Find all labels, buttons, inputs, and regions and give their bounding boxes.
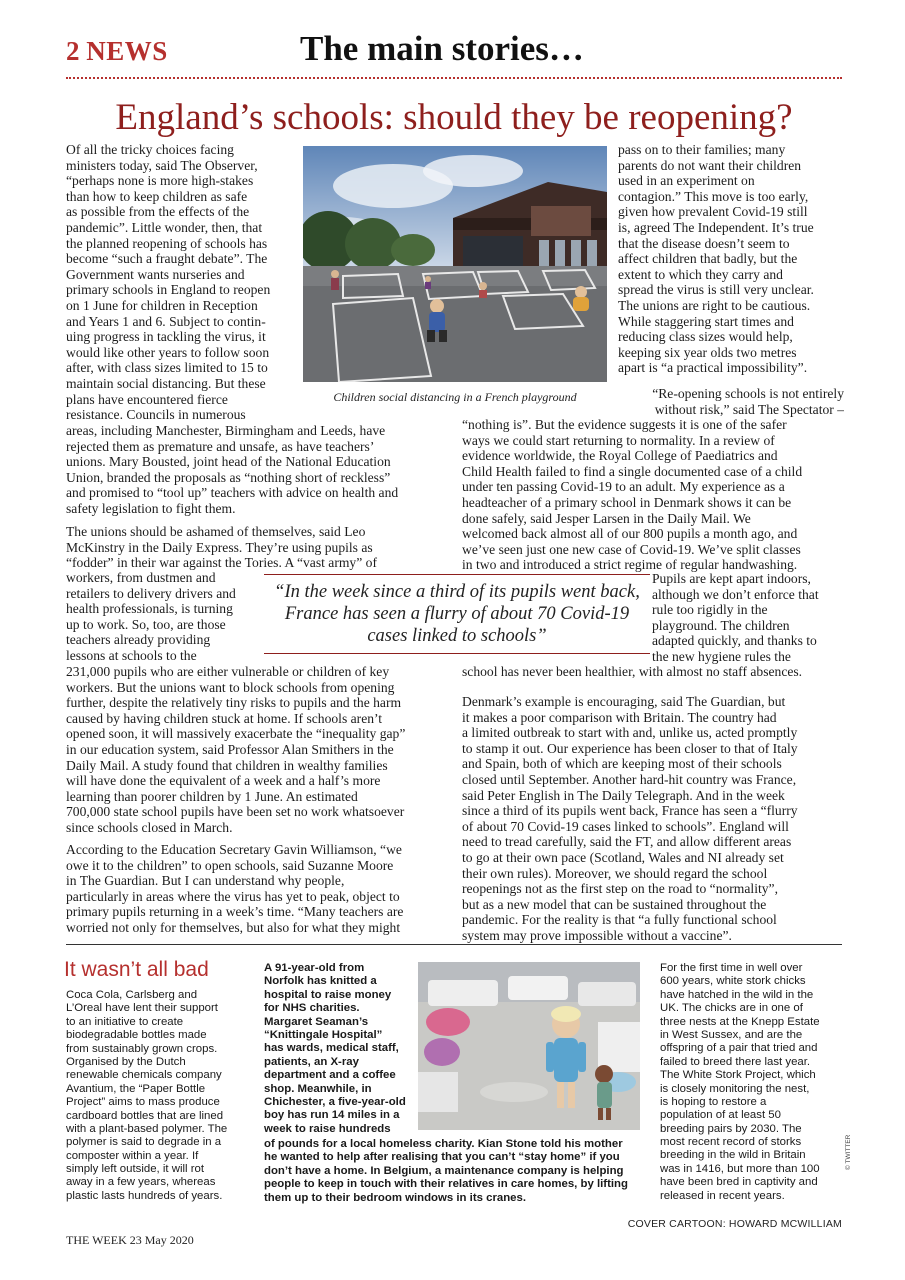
article-line: retailers to delivery drivers and <box>66 585 236 601</box>
section-label <box>66 36 168 67</box>
good-news-line: most recent record of storks <box>660 1136 802 1149</box>
article-line: the planned reopening of schools has <box>66 235 268 251</box>
article-line: given how prevalent Covid-19 still <box>618 204 808 220</box>
article-line: and Years 1 and 6. Subject to contin- <box>66 313 266 329</box>
article-line: although we don’t enforce that <box>652 586 819 602</box>
good-news-line: L’Oreal have lent their support <box>66 1002 218 1015</box>
article-line: extent to which they carry and <box>618 266 783 282</box>
article-col1-top <box>66 142 300 423</box>
cover-credit: COVER CARTOON: HOWARD MCWILLIAM <box>627 1218 842 1230</box>
article-col1-narrow <box>66 570 266 664</box>
good-news-line: away in a few years, whereas <box>66 1176 216 1189</box>
article-line: worried not only for themselves, but also for what they might <box>66 919 401 935</box>
article-headline: England’s schools: should they be reopening? <box>115 97 793 138</box>
article-line: uing progress in tackling the virus, it <box>66 329 266 345</box>
article-line: than how to keep children as safe <box>66 188 248 204</box>
article-line: “fodder” in their war against the Tories. A “vast army” of <box>66 555 377 571</box>
good-news-line: For the first time in well over <box>660 962 803 974</box>
article-line: used in an experiment on <box>618 173 755 189</box>
header-divider <box>66 77 842 79</box>
good-news-line: A 91-year-old from <box>264 962 365 974</box>
article-col2-narrow <box>652 571 844 665</box>
article-line: 700,000 state school pupils have been set no work whatsoever <box>66 804 405 820</box>
article-line: evidence worldwide, the Royal College of Paediatrics and <box>462 448 778 464</box>
article-line: primary schools in England to reopen <box>66 282 271 298</box>
good-news-line: polymer is said to degrade in a <box>66 1136 222 1149</box>
article-line: Of all the tricky choices facing <box>66 142 234 157</box>
article-line: said Peter English in The Daily Telegraph. And in the week <box>462 787 785 803</box>
good-news-line: have been bred in captivity and <box>660 1176 818 1189</box>
good-news-line: offspring of a pair that tried and <box>660 1042 818 1055</box>
good-news-title: It wasn’t all bad <box>64 958 209 981</box>
good-news-line: hospital to raise money <box>264 988 392 1001</box>
good-news-line: Chichester, a five-year-old <box>264 1095 406 1108</box>
article-line: owe it to the children” to open schools, said Suzanne Moore <box>66 857 394 873</box>
good-news-line: department and a coffee <box>264 1069 396 1082</box>
article-line: maintain social distancing. But these <box>66 375 266 391</box>
good-news-line: Avantium, the “Paper Bottle <box>66 1082 206 1095</box>
article-line: teachers already providing <box>66 632 211 648</box>
article-line: “perhaps none is more high-stakes <box>66 173 254 189</box>
article-col1-wide <box>66 423 446 517</box>
article-line: pandemic. For the reality is that “a fully functional school <box>462 912 777 928</box>
article-line: a limited outbreak to start with and, unlike us, acted promptly <box>462 725 798 741</box>
article-line: contagion.” This move is too early, <box>618 188 809 204</box>
article-line: closed until September. Another hard-hit country was France, <box>462 771 797 787</box>
article-col2-para3 <box>462 694 844 944</box>
article-line: caused by having children stuck at home. If schools aren’t <box>66 710 383 726</box>
article-col1-para2 <box>66 524 446 571</box>
article-line: rejected them as premature and unsafe, as have teachers’ <box>66 438 375 454</box>
article-line: after, with class sizes limited to 15 to <box>66 360 268 376</box>
article-line: under ten passing Covid-19 to an adult. My experience as a <box>462 479 785 495</box>
good-news-line: with a plant-based polymer. The <box>66 1122 228 1135</box>
article-line: reducing class sizes would help, <box>618 329 793 345</box>
article-line: done safely, said Jesper Larsen in the Daily Mail. We <box>462 510 751 526</box>
good-news-line: plastic lasts hundreds of years. <box>66 1189 223 1202</box>
article-line: playground. The children <box>652 617 790 633</box>
article-col2-wide <box>462 417 844 573</box>
article-line: apart is “a practical impossibility”. <box>618 360 808 376</box>
article-line: The unions are right to be cautious. <box>618 297 811 313</box>
article-line: parents do not want their children <box>618 157 802 173</box>
good-news-line: Organised by the Dutch <box>66 1055 186 1068</box>
article-line: it makes a poor comparison with Britain. The country had <box>462 709 777 725</box>
article-line: the new hygiene rules the <box>652 648 791 664</box>
good-news-line: three nests at the Knepp Estate <box>660 1015 820 1028</box>
knitted-hospital-illustration <box>418 962 640 1130</box>
article-line: is, agreed The Independent. It’s true <box>618 219 814 235</box>
section-divider <box>66 944 842 945</box>
article-line: health professionals, is turning <box>66 601 233 617</box>
good-news-line: of pounds for a local homeless charity. Kian Stone told his mother <box>264 1138 623 1150</box>
article-line: system may prove impossible without a vaccine”. <box>462 927 732 943</box>
article-line: While staggering start times and <box>618 313 794 329</box>
article-line: as possible from the effects of the <box>66 204 250 220</box>
article-line: learning than poorer children by 1 June. An estimated <box>66 788 358 804</box>
article-col1-para3 <box>66 842 446 936</box>
good-news-line: was in 1416, but more than 100 <box>660 1162 820 1175</box>
article-line: areas, including Manchester, Birmingham and Leeds, have <box>66 423 386 438</box>
article-line: Government wants nurseries and <box>66 266 245 282</box>
good-news-col1 <box>66 989 248 1203</box>
article-line: on 1 June for children in Reception <box>66 297 258 313</box>
good-news-line: released in recent years. <box>660 1189 785 1202</box>
article-line: Daily Mail. A study found that children in wealthy families <box>66 757 388 773</box>
article-line: headteacher of a primary school in Denmark shows it can be <box>462 494 792 510</box>
playground-illustration <box>303 146 607 382</box>
article-line: since schools closed in March. <box>66 819 233 835</box>
article-line: keeping six year olds two metres <box>618 344 797 360</box>
good-news-line: he wanted to help after realising that you can’t “stay home” if you <box>264 1151 620 1164</box>
article-line: workers, from dustmen and <box>66 570 216 585</box>
article-line: affect children that badly, but the <box>618 251 798 267</box>
good-news-line: patients, an X-ray <box>264 1055 359 1068</box>
good-news-col3 <box>660 962 842 1203</box>
article-line: and Spain, both of which are keeping most of their schools <box>462 756 782 772</box>
good-news-line: “Knittingale Hospital” <box>264 1028 383 1041</box>
good-news-line: simply left outside, it will rot <box>66 1163 204 1176</box>
good-news-line: is closely monitoring the nest, <box>660 1082 810 1095</box>
good-news-line: biodegradable bottles made <box>66 1029 207 1042</box>
good-news-line: don’t have a home. In Belgium, a maintenance company is helping <box>264 1164 624 1177</box>
good-news-line: Norfolk has knitted a <box>264 975 377 988</box>
article-line: ministers today, said The Observer, <box>66 157 258 173</box>
article-col3-para2 <box>618 386 844 417</box>
article-line: since a third of its pupils went back, France has seen a “flurry <box>462 803 798 819</box>
photo-credit: © TWITTER <box>845 1134 852 1170</box>
good-news-line: Margaret Seaman’s <box>264 1015 369 1028</box>
good-news-line: Project” aims to mass produce <box>66 1096 220 1109</box>
article-line: up to work. So, too, are those <box>66 616 226 632</box>
article-line: resistance. Councils in numerous <box>66 407 246 423</box>
publication-date: THE WEEK 23 May 2020 <box>66 1233 194 1247</box>
article-line: in The Guardian. But I can understand why people, <box>66 873 345 889</box>
article-line: plans have encountered fierce <box>66 391 228 407</box>
article-line: pandemic”. Little wonder, then, that <box>66 219 263 235</box>
article-line: to stamp it out. Our experience has been closer to that of Italy <box>462 740 798 756</box>
article-line: Denmark’s example is encouraging, said The Guardian, but <box>462 694 786 709</box>
good-news-col2-wide <box>264 1138 646 1205</box>
good-news-line: renewable chemicals company <box>66 1069 222 1082</box>
good-news-line: Coca Cola, Carlsberg and <box>66 989 198 1001</box>
article-line: that the disease doesn’t seem to <box>618 235 790 251</box>
knitted-hospital-photo <box>418 962 640 1130</box>
article-line: rule too rigidly in the <box>652 602 768 618</box>
article-line: “Re-opening schools is not entirely <box>652 386 844 401</box>
article-line: their own rules). Moreover, we should regard the school <box>462 865 768 881</box>
article-line: will have done the equivalent of a week and a half’s more <box>66 773 381 789</box>
good-news-line: boy has run 14 miles in a <box>264 1109 400 1122</box>
article-line: become “such a fraught debate”. The <box>66 251 268 267</box>
good-news-line: week to raise hundreds <box>264 1122 391 1135</box>
article-line: school has never been healthier, with almost no staff absences. <box>462 664 803 679</box>
good-news-line: population of at least 50 <box>660 1109 781 1122</box>
article-line: McKinstry in the Daily Express. They’re using pupils as <box>66 539 373 555</box>
article-line: but as a new model that can be sustained throughout the <box>462 896 767 912</box>
article-line: opened soon, it will massively exacerbate the “inequality gap” <box>66 726 406 742</box>
pull-quote <box>264 574 650 654</box>
article-line: in two and introduced a strict regime of regular handwashing. <box>462 557 798 573</box>
section-name: NEWS <box>86 36 168 66</box>
article-col3-top <box>618 142 844 376</box>
article-line: would like other years to follow soon <box>66 344 270 360</box>
article-line: Pupils are kept apart indoors, <box>652 571 811 586</box>
article-line: Union, branded the proposals as “nothing short of reckless” <box>66 469 391 485</box>
article-line: reopenings not as the first step on the road to “normality”, <box>462 881 778 897</box>
good-news-line: them up to their bedroom windows in its cranes. <box>264 1191 527 1204</box>
article-line: ways we could start returning to normality. In a review of <box>462 432 775 448</box>
article-line: and promised to “tool up” teachers with advice on health and <box>66 485 399 501</box>
good-news-line: has wards, medical staff, <box>264 1042 399 1055</box>
page-title: The main stories… <box>300 29 584 68</box>
article-line: without risk,” said The Spectator – <box>654 401 844 417</box>
article-line: Child Health failed to find a single documented case of a child <box>462 463 803 479</box>
good-news-line: composter within a year. If <box>66 1149 199 1162</box>
article-line: adapted quickly, and thanks to <box>652 633 817 649</box>
article-line: unions. Mary Bousted, joint head of the National Education <box>66 454 391 470</box>
article-line: According to the Education Secretary Gavin Williamson, “we <box>66 842 402 857</box>
article-line: welcomed back almost all of our 800 pupils a month ago, and <box>462 526 798 542</box>
pull-quote-text: “In the week since a third of its pupils went back, France has seen a flurry of about 70 Covid-19 cases linked to schools” <box>274 582 640 646</box>
article-line: in our education system, said Professor Alan Smithers in the <box>66 741 394 757</box>
good-news-line: UK. The chicks are in one of <box>660 1002 803 1015</box>
article-line: particularly in areas where the virus has yet to peak, object to <box>66 888 400 904</box>
good-news-line: breeding pairs by 2030. The <box>660 1122 802 1135</box>
good-news-line: is hoping to restore a <box>660 1095 767 1108</box>
article-line: spread the virus is still very unclear. <box>618 282 814 298</box>
article-line: we’ve seen just one new case of Covid-19. We’ve split classes <box>462 541 801 557</box>
playground-photo <box>303 146 607 382</box>
good-news-line: people to keep in touch with their relatives in care homes, by lifting <box>264 1178 628 1191</box>
article-col2-after-quote <box>462 664 844 680</box>
page-number: 2 <box>66 36 80 66</box>
article-line: to go at their own pace (Scotland, Wales and NI already set <box>462 849 784 865</box>
good-news-line: shop. Meanwhile, in <box>264 1082 372 1095</box>
article-line: of about 70 Covid-19 cases linked to schools”. England will <box>462 818 789 834</box>
article-line: need to tread carefully, said the FT, and allow different areas <box>462 834 792 850</box>
good-news-line: failed to breed there last year. <box>660 1055 811 1068</box>
good-news-line: in West Sussex, and are the <box>660 1028 803 1041</box>
article-line: 231,000 pupils who are either vulnerable or children of key <box>66 664 390 679</box>
article-line: safety legislation to fight them. <box>66 500 236 516</box>
article-line: pass on to their families; many <box>618 142 786 157</box>
good-news-line: cardboard bottles that are lined <box>66 1109 224 1122</box>
article-line: workers. But the unions want to block schools from opening <box>66 679 395 695</box>
article-line: primary pupils returning in a week’s time. “Many teachers are <box>66 904 404 920</box>
article-line: “nothing is”. But the evidence suggests it is one of the safer <box>462 417 787 432</box>
good-news-line: The White Stork Project, which <box>660 1069 816 1082</box>
article-col1-rest <box>66 664 446 836</box>
article-line: lessons at schools to the <box>66 647 197 663</box>
good-news-col2-narrow <box>264 962 414 1136</box>
article-line: The unions should be ashamed of themselves, said Leo <box>66 524 366 539</box>
good-news-line: have hatched in the wild in the <box>660 988 814 1001</box>
article-line: further, despite the relatively tiny risks to pupils and the harm <box>66 695 402 711</box>
good-news-line: 600 years, white stork chicks <box>660 975 806 988</box>
good-news-line: to an initiative to create <box>66 1015 184 1028</box>
good-news-line: for NHS charities. <box>264 1002 360 1015</box>
photo-caption: Children social distancing in a French playground <box>333 390 577 404</box>
good-news-line: from sustainably grown crops. <box>66 1042 218 1055</box>
good-news-line: breeding in the wild in Britain <box>660 1149 806 1162</box>
